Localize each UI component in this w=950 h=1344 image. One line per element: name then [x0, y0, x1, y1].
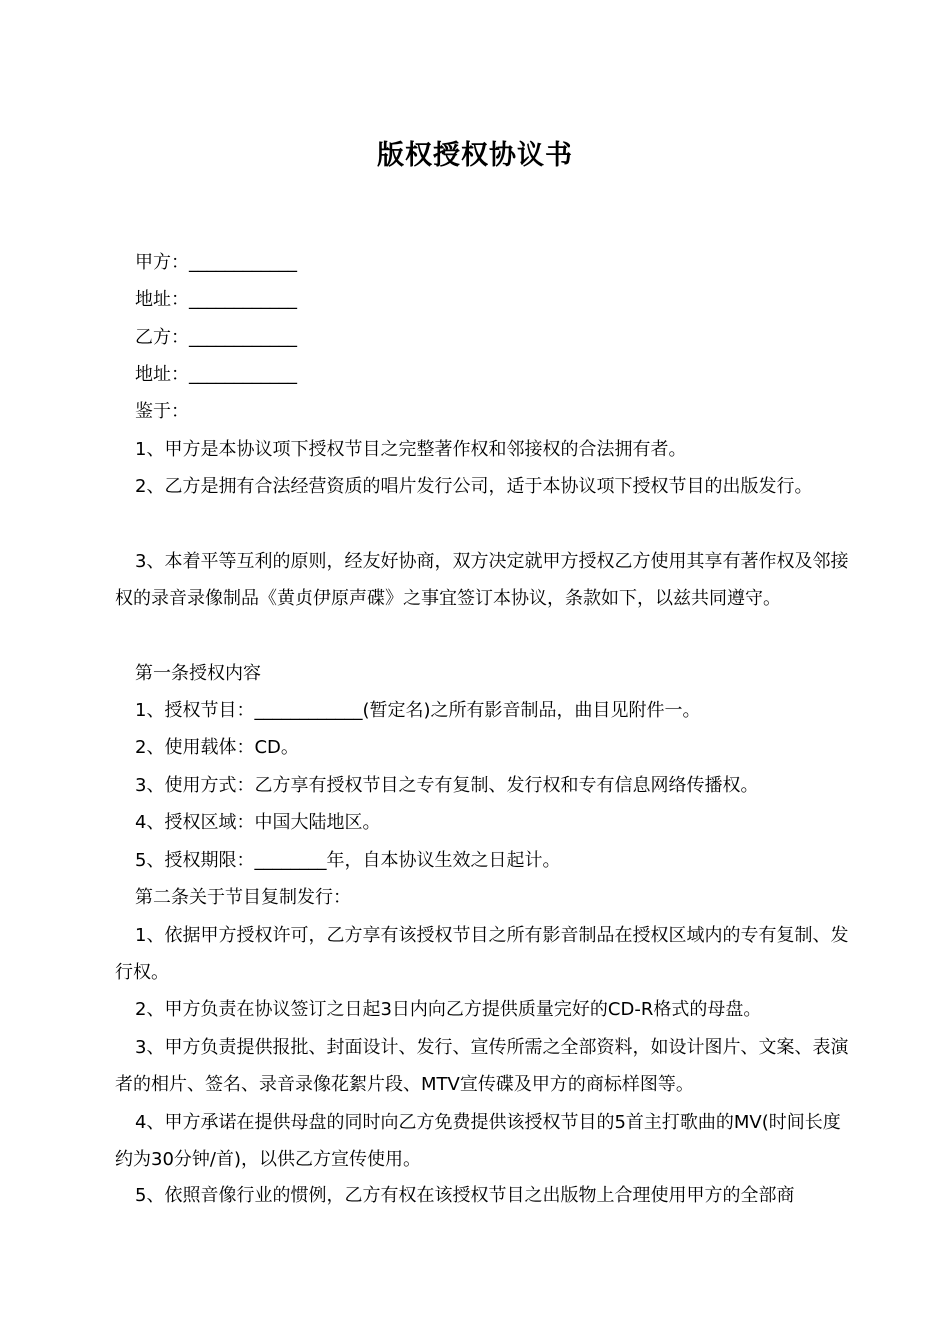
article-1-item-5: 5、授权期限：________年，自本协议生效之日起计。 — [135, 850, 561, 871]
party-a-address-line: 地址：____________ — [135, 289, 297, 310]
article-1-item-2: 2、使用载体：CD。 — [135, 737, 299, 758]
party-a-line: 甲方：____________ — [135, 252, 297, 273]
document-title: 版权授权协议书 — [377, 140, 573, 171]
party-b-address-line: 地址：____________ — [135, 364, 297, 385]
whereas-clause-1: 1、甲方是本协议项下授权节目之完整著作权和邻接权的合法拥有者。 — [135, 439, 687, 460]
article-2-item-3: 3、甲方负责提供报批、封面设计、发行、宣传所需之全部资料，如设计图片、文案、表演者的相片、签名、录音录像花絮片段、MTV宣传碟及甲方的商标样图等。 — [115, 1037, 849, 1095]
article-1-item-1: 1、授权节目：____________(暂定名)之所有影音制品，曲目见附件一。 — [135, 700, 701, 721]
article-2-item-4: 4、甲方承诺在提供母盘的同时向乙方免费提供该授权节目的5首主打歌曲的MV(时间长度约为30分钟/首)，以供乙方宣传使用。 — [115, 1112, 841, 1170]
whereas-label: 鉴于： — [135, 401, 189, 422]
party-b-line: 乙方：____________ — [135, 327, 297, 348]
article-2-item-1: 1、依据甲方授权许可，乙方享有该授权节目之所有影音制品在授权区域内的专有复制、发行权。 — [115, 925, 849, 983]
article-2-item-2: 2、甲方负责在协议签订之日起3日内向乙方提供质量完好的CD-R格式的母盘。 — [135, 999, 762, 1020]
article-2-item-5: 5、依照音像行业的惯例，乙方有权在该授权节目之出版物上合理使用甲方的全部商 — [135, 1185, 795, 1206]
article-1-heading: 第一条授权内容 — [135, 663, 261, 684]
article-1-item-4: 4、授权区域：中国大陆地区。 — [135, 812, 381, 833]
whereas-clause-2: 2、乙方是拥有合法经营资质的唱片发行公司，适于本协议项下授权节目的出版发行。 — [135, 476, 813, 497]
article-2-heading: 第二条关于节目复制发行： — [135, 887, 351, 908]
whereas-clause-3: 3、本着平等互利的原则，经友好协商，双方决定就甲方授权乙方使用其享有著作权及邻接权的录音录像制品《黄贞伊原声碟》之事宜签订本协议，条款如下，以兹共同遵守。 — [115, 551, 849, 609]
article-1-item-3: 3、使用方式：乙方享有授权节目之专有复制、发行权和专有信息网络传播权。 — [135, 775, 759, 796]
